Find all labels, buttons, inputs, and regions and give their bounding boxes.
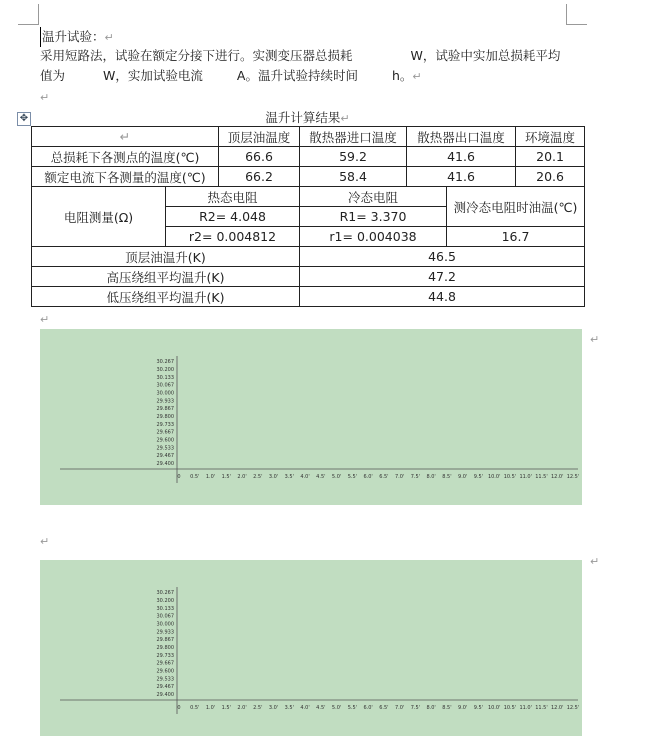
header-ambient: 环境温度: [516, 127, 585, 147]
row-label: 高压绕组平均温升(K): [32, 267, 300, 287]
x-tick-label: 8.5': [442, 705, 452, 711]
x-tick-label: 11.5': [535, 474, 548, 480]
y-tick-label: 30.067: [156, 613, 174, 620]
y-tick-label: 29.400: [156, 461, 174, 467]
x-tick-label: 8.0': [426, 705, 436, 711]
header-top-oil: 顶层油温度: [219, 127, 300, 147]
paragraph-mark: ↵: [590, 333, 600, 346]
y-tick-label: 30.200: [156, 597, 174, 604]
intro-text-6: h。: [391, 68, 413, 83]
x-tick-label: 10.0': [487, 705, 501, 711]
x-tick-label: 10.0': [487, 474, 501, 480]
x-tick-label: 11.5': [535, 705, 548, 711]
x-tick-label: 8.5': [442, 474, 452, 480]
x-tick-label: 4.0': [300, 705, 310, 711]
y-tick-label: 29.800: [156, 413, 174, 420]
y-tick-label: 29.867: [156, 406, 174, 413]
temperature-rise-table: [31, 126, 585, 307]
table-cell: R1= 3.370: [300, 207, 447, 227]
paragraph-mark: ↵: [412, 70, 422, 83]
x-tick-label: 0.5': [190, 705, 200, 711]
x-tick-label: 5.0': [331, 474, 342, 480]
table-cell: 41.6: [407, 167, 516, 187]
table-cell: 66.6: [219, 147, 300, 167]
y-tick-label: 30.000: [156, 621, 174, 628]
header-radiator-outlet: 散热器出口温度: [407, 127, 516, 147]
x-tick-label: 6.5': [379, 474, 389, 480]
y-tick-label: 29.800: [156, 644, 174, 651]
paragraph-mark: ↵: [40, 91, 50, 104]
x-tick-label: 6.0': [363, 474, 373, 480]
temperature-chart-2: [40, 560, 582, 736]
cold-resistance-header: 冷态电阻: [300, 187, 447, 207]
table-cell: 20.6: [516, 167, 585, 187]
table-cell: 47.2: [300, 267, 585, 287]
table-row: [32, 167, 585, 187]
table-caption-text: 温升计算结果: [265, 110, 341, 125]
y-tick-label: 29.667: [156, 429, 174, 436]
x-tick-label: 0: [177, 474, 181, 480]
table-cell: 20.1: [516, 147, 585, 167]
x-tick-label: 7.5': [410, 474, 421, 480]
table-row: [32, 287, 585, 307]
table-row: [32, 187, 585, 207]
table-cell: 46.5: [300, 247, 585, 267]
x-tick-label: 9.5': [473, 705, 484, 711]
row-label: 总损耗下各测点的温度(℃): [32, 147, 219, 167]
paragraph-mark: ↵: [590, 555, 600, 568]
table-cell: 59.2: [300, 147, 407, 167]
y-tick-label: 29.533: [156, 676, 174, 683]
x-tick-label: 8.0': [426, 474, 436, 480]
y-tick-label: 30.200: [156, 366, 174, 373]
table-header-row: [32, 127, 585, 147]
row-label: 低压绕组平均温升(K): [32, 287, 300, 307]
x-tick-label: 9.0': [458, 705, 468, 711]
table-move-handle[interactable]: ✥: [17, 112, 31, 126]
x-tick-label: 0: [177, 705, 181, 711]
x-tick-label: 0.5': [190, 474, 200, 480]
y-tick-label: 29.400: [156, 692, 174, 698]
resistance-label: 电阻测量(Ω): [32, 187, 166, 247]
table-cell: r2= 0.004812: [166, 227, 300, 247]
x-tick-label: 6.0': [363, 705, 373, 711]
row-label: 额定电流下各测量的温度(℃): [32, 167, 219, 187]
y-tick-label: 29.600: [156, 437, 174, 444]
y-tick-label: 29.933: [156, 629, 174, 636]
x-tick-label: 12.0': [550, 474, 564, 480]
y-tick-label: 29.467: [156, 684, 174, 691]
x-tick-label: 10.5': [503, 474, 517, 480]
table-cell: 44.8: [300, 287, 585, 307]
x-tick-label: 3.0': [268, 474, 279, 480]
intro-text-5: A。温升试验持续时间: [236, 68, 358, 83]
x-tick-label: 5.5': [347, 705, 358, 711]
x-tick-label: 7.5': [410, 705, 421, 711]
y-tick-label: 29.733: [156, 652, 174, 659]
y-tick-label: 30.000: [156, 390, 174, 397]
table-cell: 66.2: [219, 167, 300, 187]
x-tick-label: 4.5': [316, 474, 326, 480]
x-tick-label: 3.5': [284, 705, 294, 711]
header-radiator-inlet: 散热器进口温度: [300, 127, 407, 147]
intro-line-3: [40, 66, 422, 87]
x-tick-label: 2.5': [253, 705, 263, 711]
x-tick-label: 3.5': [284, 474, 294, 480]
y-tick-label: 29.600: [156, 668, 174, 675]
x-tick-label: 7.0': [394, 474, 405, 480]
table-row: [32, 247, 585, 267]
x-tick-label: 5.0': [331, 705, 342, 711]
crop-mark-top-left: [18, 4, 39, 25]
y-tick-label: 29.467: [156, 453, 174, 460]
intro-line-2: [40, 46, 560, 66]
x-tick-label: 4.5': [316, 705, 326, 711]
y-tick-label: 30.267: [156, 590, 174, 596]
table-caption: [31, 108, 584, 126]
x-tick-label: 1.5': [221, 705, 231, 711]
x-tick-label: 12.5': [566, 705, 580, 711]
table-cell: R2= 4.048: [166, 207, 300, 227]
table-cell: 16.7: [447, 227, 585, 247]
x-tick-label: 7.0': [394, 705, 405, 711]
table-row: [32, 267, 585, 287]
x-tick-label: 6.5': [379, 705, 389, 711]
intro-line-1: [40, 27, 114, 47]
table-cell: 41.6: [407, 147, 516, 167]
y-tick-label: 30.067: [156, 382, 174, 389]
table-row: [32, 147, 585, 167]
paragraph-mark: ↵: [340, 112, 350, 125]
x-tick-label: 1.5': [221, 474, 231, 480]
x-tick-label: 9.0': [458, 474, 468, 480]
x-tick-label: 12.0': [550, 705, 564, 711]
paragraph-mark: ↵: [40, 535, 50, 548]
chart-svg: [40, 560, 582, 736]
y-tick-label: 29.933: [156, 398, 174, 405]
x-tick-label: 1.0': [205, 474, 216, 480]
y-tick-label: 30.133: [156, 374, 174, 381]
x-tick-label: 11.0': [519, 705, 532, 711]
crop-mark-top-right: [566, 4, 587, 25]
table-cell: r1= 0.004038: [300, 227, 447, 247]
x-tick-label: 2.0': [237, 705, 247, 711]
x-tick-label: 3.0': [268, 705, 279, 711]
y-tick-label: 30.133: [156, 605, 174, 612]
x-tick-label: 2.5': [253, 474, 263, 480]
header-empty-cell: ↵: [32, 127, 219, 147]
intro-text-4: W，实加试验电流: [103, 68, 203, 83]
x-tick-label: 12.5': [566, 474, 580, 480]
x-tick-label: 4.0': [300, 474, 310, 480]
y-tick-label: 29.867: [156, 637, 174, 644]
temperature-chart-1: [40, 329, 582, 505]
row-label: 顶层油温升(K): [32, 247, 300, 267]
y-tick-label: 29.733: [156, 421, 174, 428]
cold-oil-temp-header: 测冷态电阻时油温(℃): [447, 187, 585, 227]
x-tick-label: 1.0': [205, 705, 216, 711]
chart-svg: [40, 329, 582, 505]
intro-text-3: 值为: [40, 68, 66, 83]
y-tick-label: 29.667: [156, 660, 174, 667]
x-tick-label: 10.5': [503, 705, 517, 711]
intro-text-2: W，试验中实加总损耗平均: [410, 48, 561, 63]
intro-text-1: 采用短路法，试验在额定分接下进行。实测变压器总损耗: [40, 48, 353, 63]
paragraph-mark: ↵: [40, 313, 50, 326]
y-tick-label: 30.267: [156, 359, 174, 365]
x-tick-label: 11.0': [519, 474, 532, 480]
x-tick-label: 9.5': [473, 474, 484, 480]
intro-heading: 温升试验：: [40, 27, 105, 47]
hot-resistance-header: 热态电阻: [166, 187, 300, 207]
y-tick-label: 29.533: [156, 445, 174, 452]
x-tick-label: 5.5': [347, 474, 358, 480]
table-cell: 58.4: [300, 167, 407, 187]
x-tick-label: 2.0': [237, 474, 247, 480]
paragraph-mark: ↵: [104, 31, 114, 44]
